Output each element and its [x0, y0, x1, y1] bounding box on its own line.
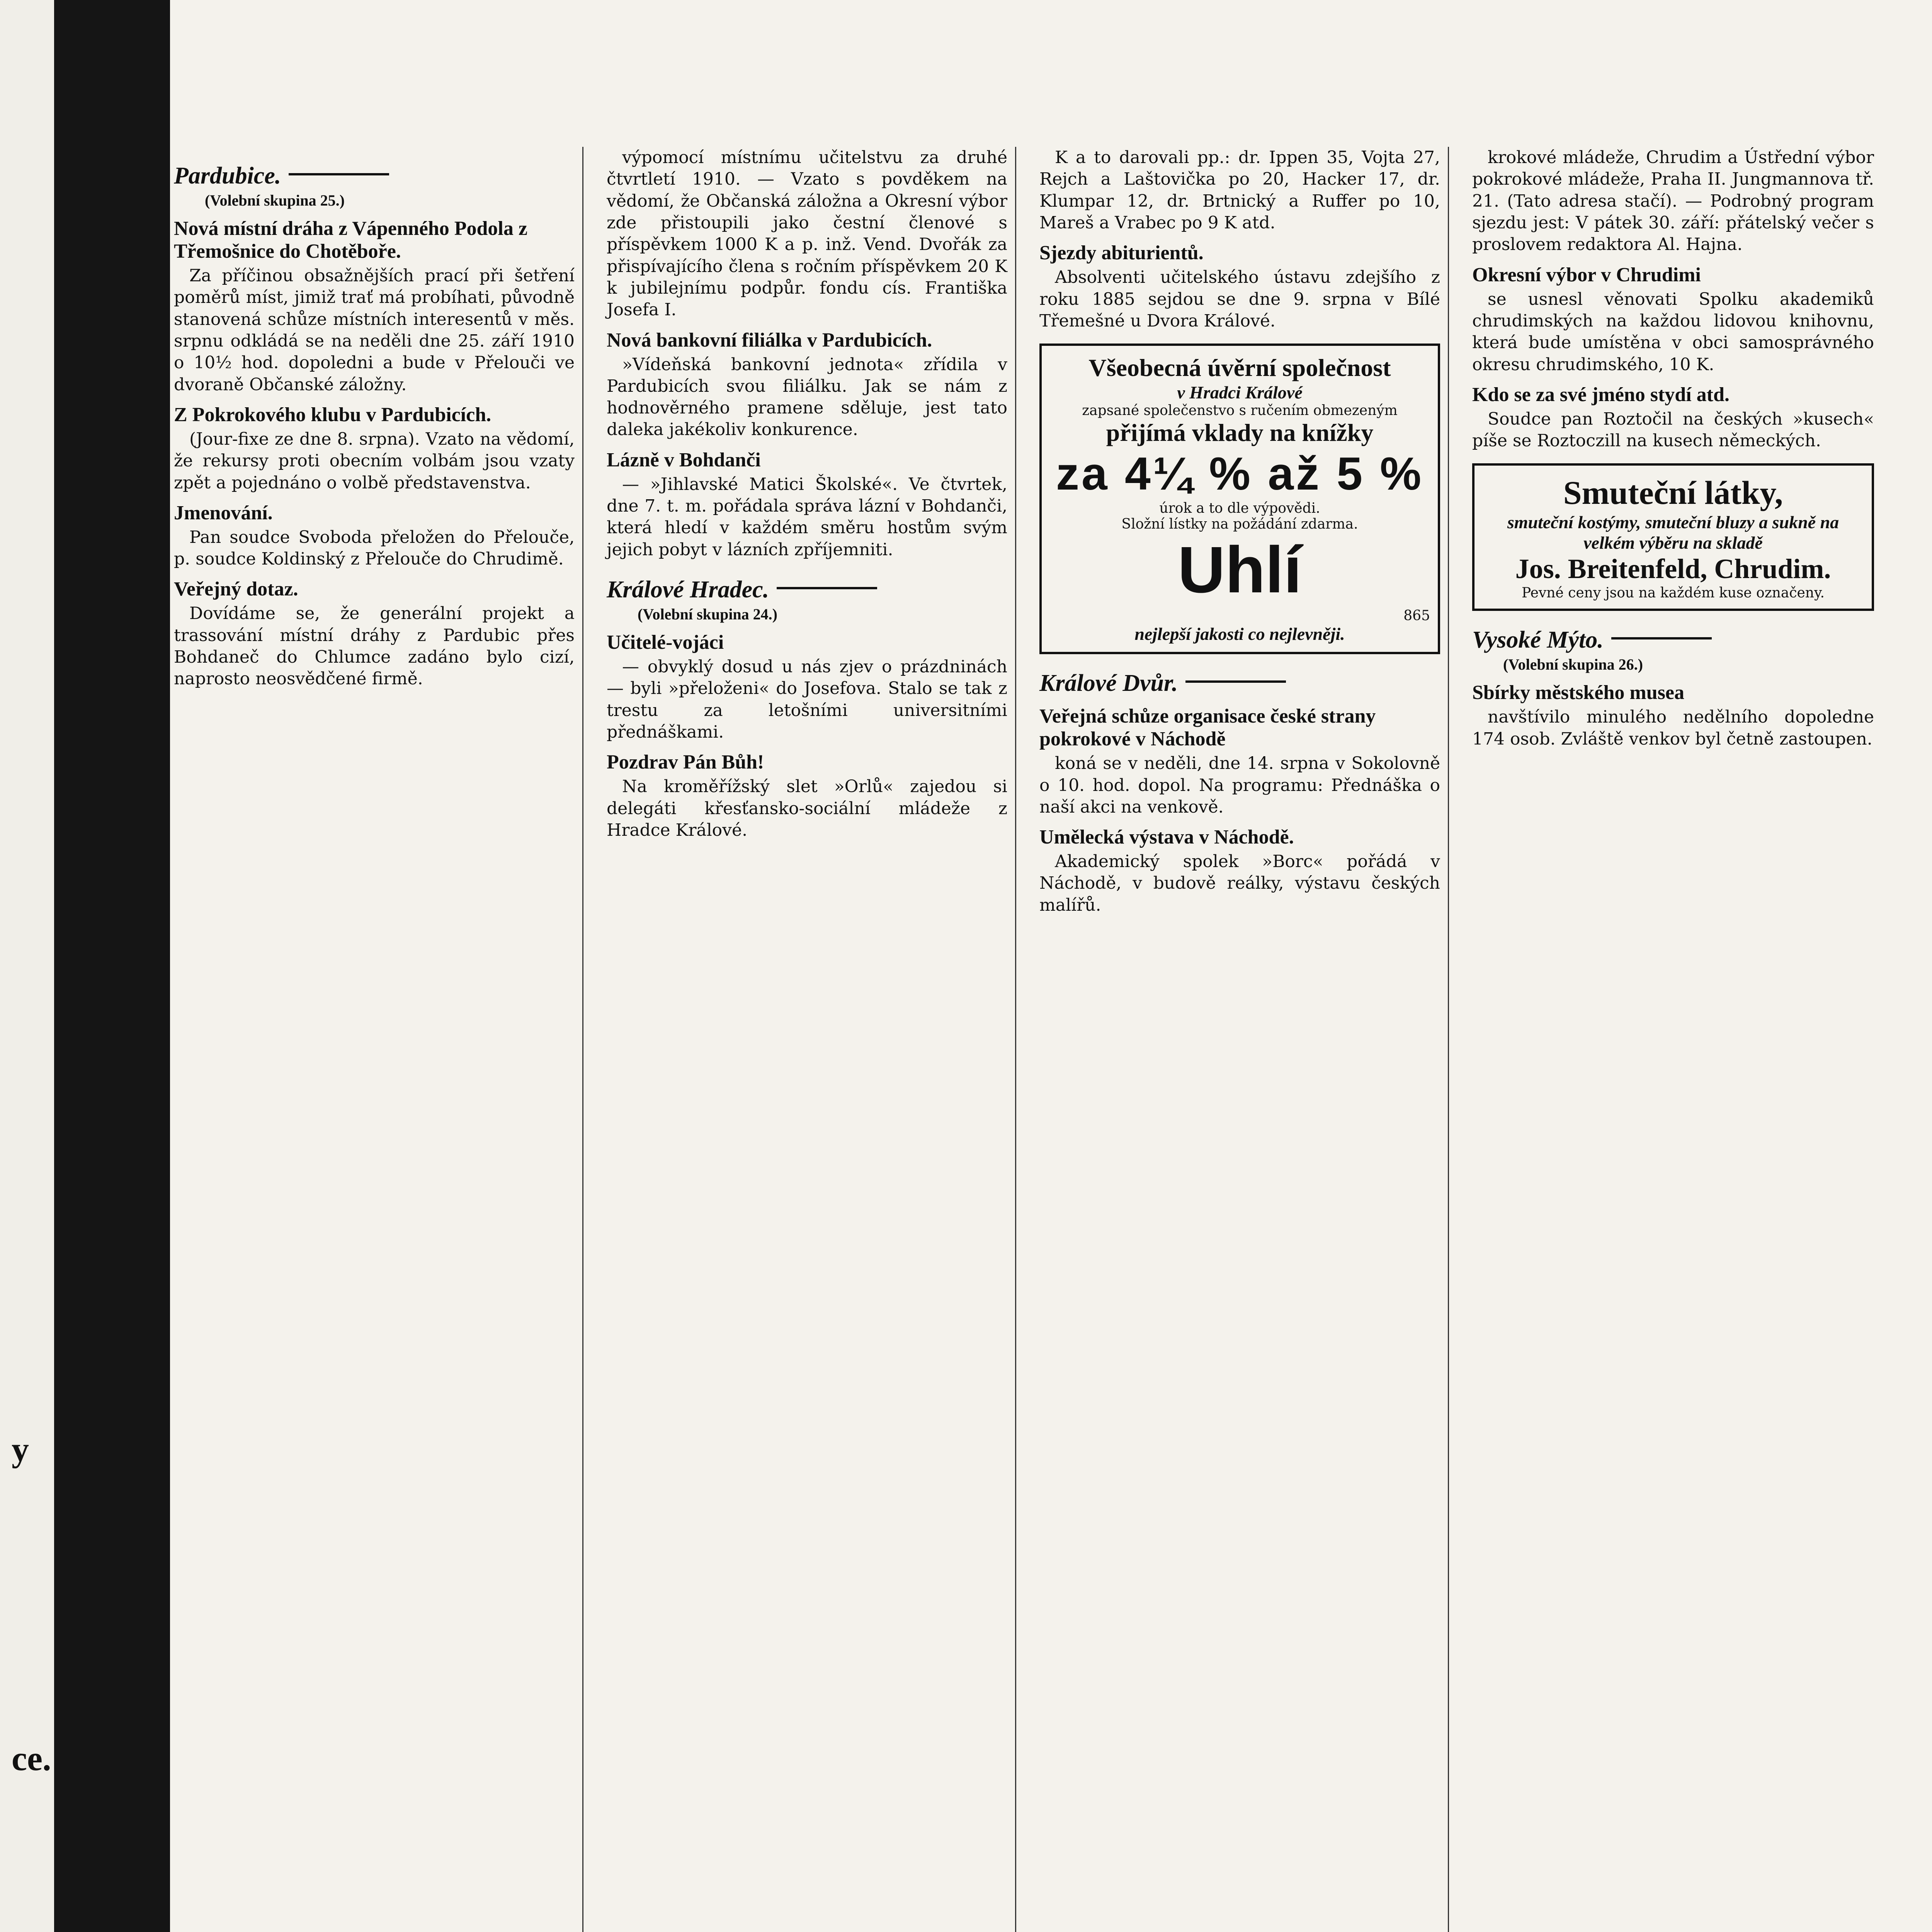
article-headline: Učitelé-vojáci — [607, 631, 724, 653]
article-text: koná se v neděli, dne 14. srpna v Sokolovně o 10. hod. dopol. Na programu: Přednáška o naší akci na venkově. — [1039, 753, 1440, 817]
article-headline: Nová místní dráha z Vápenného Podola z Třemošnice do Chotěboře. — [174, 218, 527, 262]
section-subtitle: (Volební skupina 24.) — [638, 605, 777, 623]
article-text: Dovídáme se, že generální projekt a trassování místní dráhy z Pardubic přes Bohdaneč do Chlumce zadáno bylo cizí, naprosto neosvědčené firmě. — [174, 604, 575, 689]
article-headline: Kdo se za své jméno stydí atd. — [1472, 383, 1730, 406]
section-title-kralove-hradec: Králové Hradec. — [607, 576, 1007, 604]
article-headline: Umělecká výstava v Náchodě. — [1039, 826, 1294, 849]
article — [174, 217, 575, 396]
article-text: se usnesl věnovati Spolku akademiků chrudimských na každou lidovou knihovnu, která bude umístěna v obci samosprávného okresu chrudimského, 10 K. — [1472, 289, 1874, 374]
article-text: Soudce pan Roztočil na českých »kusech« píše se Roztoczill na kusech německých. — [1472, 409, 1874, 451]
ad-note: Složní lístky na požádání zdarma. — [1121, 516, 1358, 532]
ad-sub: smuteční kostýmy, smuteční bluzy a sukně na velkém výběru na skladě — [1507, 512, 1839, 553]
article-text: výpomocí místnímu učitelstvu za druhé čtvrtletí 1910. — Vzato s povděkem na vědomí, že Občanská záložna a Okresní výbor zde přistoupili jako čestní členové s příspěvkem 1000 K a p. inž. Vend. Dvořák za přispívajícího člena s ročním příspěvkem 20 K k jubilejnímu podpůr. fondu cís. Františka Josefa I. — [607, 148, 1007, 320]
ad-number: 865 — [1403, 608, 1430, 624]
section-title-pardubice: Pardubice. — [174, 162, 575, 190]
ad-coal-heading: Uhlí — [1177, 533, 1302, 607]
article-text: — »Jihlavské Matici Školské«. Ve čtvrtek, dne 7. t. m. pořádala správa lázní v Bohdanči, která hledí v každém směru hostům svým jejich pobyt v lázních zpříjemniti. — [607, 474, 1007, 560]
article — [174, 502, 575, 570]
article-text: Akademický spolek »Borc« pořádá v Náchodě, v budově reálky, výstavu českých malířů. — [1039, 852, 1440, 915]
newspaper-page — [166, 147, 1913, 1932]
section-title-kralove-dvur: Králové Dvůr. — [1039, 670, 1440, 697]
article-text: Na kroměřížský slet »Orlů« zajedou si delegáti křesťansko-sociální mládeže z Hradce Králové. — [607, 777, 1007, 840]
article-headline: Veřejná schůze organisace české strany pokrokové v Náchodě — [1039, 705, 1376, 750]
article-text: »Vídeňská bankovní jednota« zřídila v Pardubicích svou filiálku. Jak se nám z hodnověrného pramene sděluje, jest tato daleka jakékoliv konkurence. — [607, 354, 1007, 440]
ad-bottom: nejlepší jakosti co nejlevněji. — [1134, 624, 1345, 644]
left-fragment: y — [12, 1430, 29, 1469]
advertisement-bank — [1039, 344, 1440, 654]
article — [174, 578, 575, 690]
article-text: Za příčinou obsažnějších prací při šetření poměrů míst, jimiž trať má probíhati, původně stanovená schůze místních interesentů v měs. srpnu odkládá se na neděli dne 25. září 1910 o 10½ hod. dopoledni a bude v Přelouči ve dvoraně Občanské záložny. — [174, 266, 575, 395]
article-text: Pan soudce Svoboda přeložen do Přelouče, p. soudce Koldinský z Přelouče do Chrudimě. — [174, 527, 575, 569]
article-text: krokové mládeže, Chrudim a Ústřední výbor pokrokové mládeže, Praha II. Jungmannova tř. 21. (Tato adresa stačí). — Podrobný program sjezdu jest: V pátek 30. září: přátelský večer s proslovem redaktora Al. Hajna. — [1472, 148, 1874, 255]
binding-gutter — [54, 0, 170, 1932]
article-headline: Pozdrav Pán Bůh! — [607, 751, 764, 774]
left-fragment: ce. — [12, 1740, 51, 1778]
column-2 — [599, 147, 1016, 1932]
column-4 — [1464, 147, 1882, 1932]
ad-rate: za 4¼ % až 5 % — [1056, 448, 1424, 500]
ad-accept: přijímá vklady na knížky — [1106, 419, 1374, 447]
article — [174, 403, 575, 494]
article-text: navštívilo minulého nedělního dopoledne 174 osob. Zvláště venkov byl četně zastoupen. — [1472, 707, 1874, 749]
section-subtitle: (Volební skupina 26.) — [1503, 656, 1643, 673]
article-text: Absolventi učitelského ústavu zdejšího z roku 1885 sejdou se dne 9. srpna v Bílé Třemešné u Dvora Králové. — [1039, 267, 1440, 331]
column-3 — [1032, 147, 1449, 1932]
article-text: K a to darovali pp.: dr. Ippen 35, Vojta 27, Rejch a Laštovička po 20, Hacker 17, dr. Klumpar 12, dr. Brtnický a Ruffer po 10, Mareš a Vrabec po 9 K atd. — [1039, 148, 1440, 233]
ad-note: Pevné ceny jsou na každém kuse označeny. — [1522, 585, 1825, 601]
ad-firm: Jos. Breitenfeld, Chrudim. — [1515, 553, 1831, 585]
article-text: — obvyklý dosud u nás zjev o prázdninách — byli »přeloženi« do Josefova. Stalo se tak z trestu za letošními universitními přednáškami. — [607, 657, 1007, 742]
ad-line: zapsané společenstvo s ručením obmezeným — [1082, 403, 1398, 419]
article-text: (Jour-fixe ze dne 8. srpna). Vzato na vědomí, že rekursy proti obecním volbám jsou vzaty zpět a pojednáno o volbě představenstva. — [174, 429, 575, 493]
ad-title: Všeobecná úvěrní společnost — [1088, 354, 1391, 382]
section-title-vysoke-myto: Vysoké Mýto. — [1472, 626, 1874, 654]
advertisement-fabric — [1472, 463, 1874, 611]
ad-note: úrok a to dle výpovědi. — [1159, 500, 1320, 517]
article-headline: Okresní výbor v Chrudimi — [1472, 264, 1701, 286]
ad-title: Smuteční látky, — [1563, 474, 1783, 512]
article-headline: Nová bankovní filiálka v Pardubicích. — [607, 329, 932, 351]
column-1 — [166, 147, 583, 1932]
ad-place: v Hradci Králové — [1177, 383, 1303, 403]
article-headline: Lázně v Bohdanči — [607, 449, 761, 471]
section-subtitle: (Volební skupina 25.) — [205, 192, 345, 209]
article-headline: Jmenování. — [174, 502, 273, 524]
article-headline: Sbírky městského musea — [1472, 682, 1684, 704]
article-headline: Sjezdy abiturientů. — [1039, 242, 1204, 264]
article-headline: Z Pokrokového klubu v Pardubicích. — [174, 403, 492, 426]
article-headline: Veřejný dotaz. — [174, 578, 298, 600]
